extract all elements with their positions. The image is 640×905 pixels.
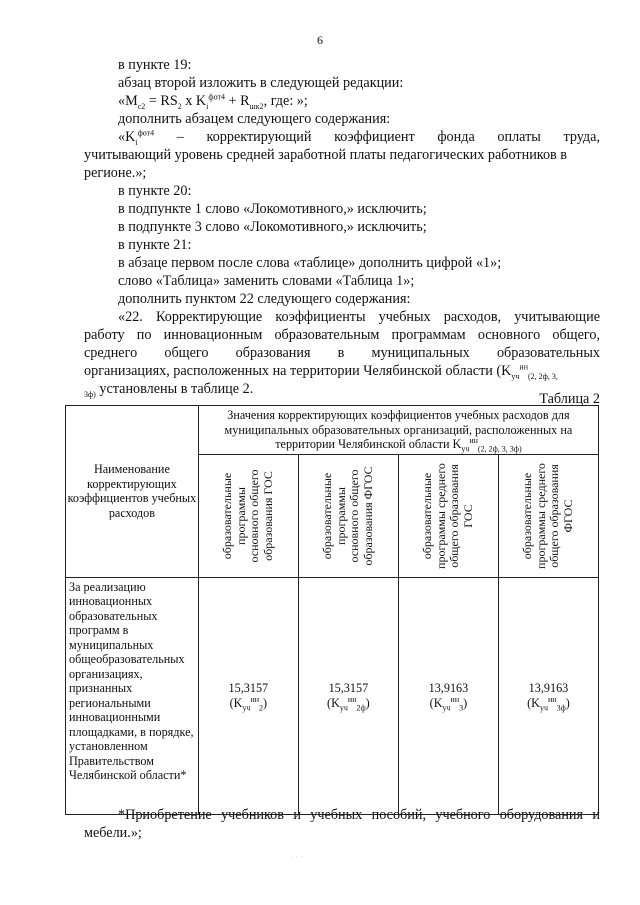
- column-header: образовательные программы основного общего образования ГОС: [198, 454, 298, 577]
- k-definition-line-1: «$K_i^{фот4}$ – корректирующий коэффициент фонда оплаты труда,: [118, 128, 600, 147]
- coefficient-value: 15,3157 $(K_{уч}^{ин}_2)$: [198, 577, 298, 814]
- coefficient-value: 13,9163 $(K_{уч}^{ин}_3)$: [398, 577, 498, 814]
- footnote-line-1: *Приобретение учебников и учебных пособий, учебного оборудования и: [118, 807, 600, 823]
- table-main-header: Значения корректирующих коэффициентов учебных расходов для муниципальных образовательных организаций, расположенных на территории Челябинской области $K_{уч}^{ин}_{(2, 2ф, 3, 3ф)}$: [198, 406, 598, 455]
- clause-22-line-3: среднего общего образования в муниципальных образовательных: [84, 345, 600, 361]
- clause-22-line-1: «22. Корректирующие коэффициенты учебных расходов, учитывающие: [118, 309, 600, 325]
- clause-19-addition: дополнить абзацем следующего содержания:: [118, 111, 391, 127]
- clause-20-item-3: в подпункте 3 слово «Локомотивного,» исключить;: [118, 219, 427, 235]
- k-definition-line-3: регионе.»;: [84, 165, 147, 181]
- coefficients-table: [65, 405, 599, 815]
- formula-mc2: «$M_{c2} = RS_2$ x $K_i^{фот4} + R_{шк2}$, где: »;: [118, 92, 308, 111]
- table-row: [66, 577, 599, 814]
- column-header: образовательные программы среднего общего образования ГОС: [398, 454, 498, 577]
- clause-22-line-2: работу по инновационным образовательным программам основного общего,: [84, 327, 600, 343]
- clause-19-instruction: абзац второй изложить в следующей редакции:: [118, 75, 404, 91]
- coefficient-value: 13,9163 $(K_{уч}^{ин}_{3ф})$: [498, 577, 598, 814]
- clause-20-heading: в пункте 20:: [118, 183, 192, 199]
- footnote-line-2: мебели.»;: [84, 825, 142, 841]
- table-caption: Таблица 2: [539, 391, 600, 407]
- row-description: За реализацию инновационных образовательных программ в муниципальных общеобразовательных организациях, признанных региональными инновационными площадками, в порядке, установленном Правительством Челябинской области*: [66, 577, 199, 814]
- clause-22-line-4: организациях, расположенных на территории Челябинской области ($K_{уч}^{ин}_{(2, 2ф, 3,}$: [84, 362, 558, 381]
- row-header-cell: Наименование корректирующих коэффициентов учебных расходов: [66, 406, 199, 578]
- clause-22-intro: дополнить пунктом 22 следующего содержания:: [118, 291, 411, 307]
- clause-21-item-a: в абзаце первом после слова «таблице» дополнить цифрой «1»;: [118, 255, 502, 271]
- amendment-text: [84, 56, 600, 398]
- footnote: [84, 806, 600, 842]
- clause-21-item-b: слово «Таблица» заменить словами «Таблица 1»;: [118, 273, 415, 289]
- faint-mark: · · ·: [290, 852, 304, 862]
- clause-21-heading: в пункте 21:: [118, 237, 192, 253]
- clause-19-heading: в пункте 19:: [118, 57, 192, 73]
- page-number: 6: [317, 33, 323, 47]
- clause-20-item-1: в подпункте 1 слово «Локомотивного,» исключить;: [118, 201, 427, 217]
- column-header: образовательные программы основного общего образования ФГОС: [298, 454, 398, 577]
- k-definition-line-2: учитывающий уровень средней заработной платы педагогических работников в: [84, 147, 568, 163]
- column-header: образовательные программы среднего общего образования ФГОС: [498, 454, 598, 577]
- coefficient-value: 15,3157 $(K_{уч}^{ин}_{2ф})$: [298, 577, 398, 814]
- clause-22-line-5: $_{3ф)}$ установлены в таблице 2.: [84, 381, 254, 399]
